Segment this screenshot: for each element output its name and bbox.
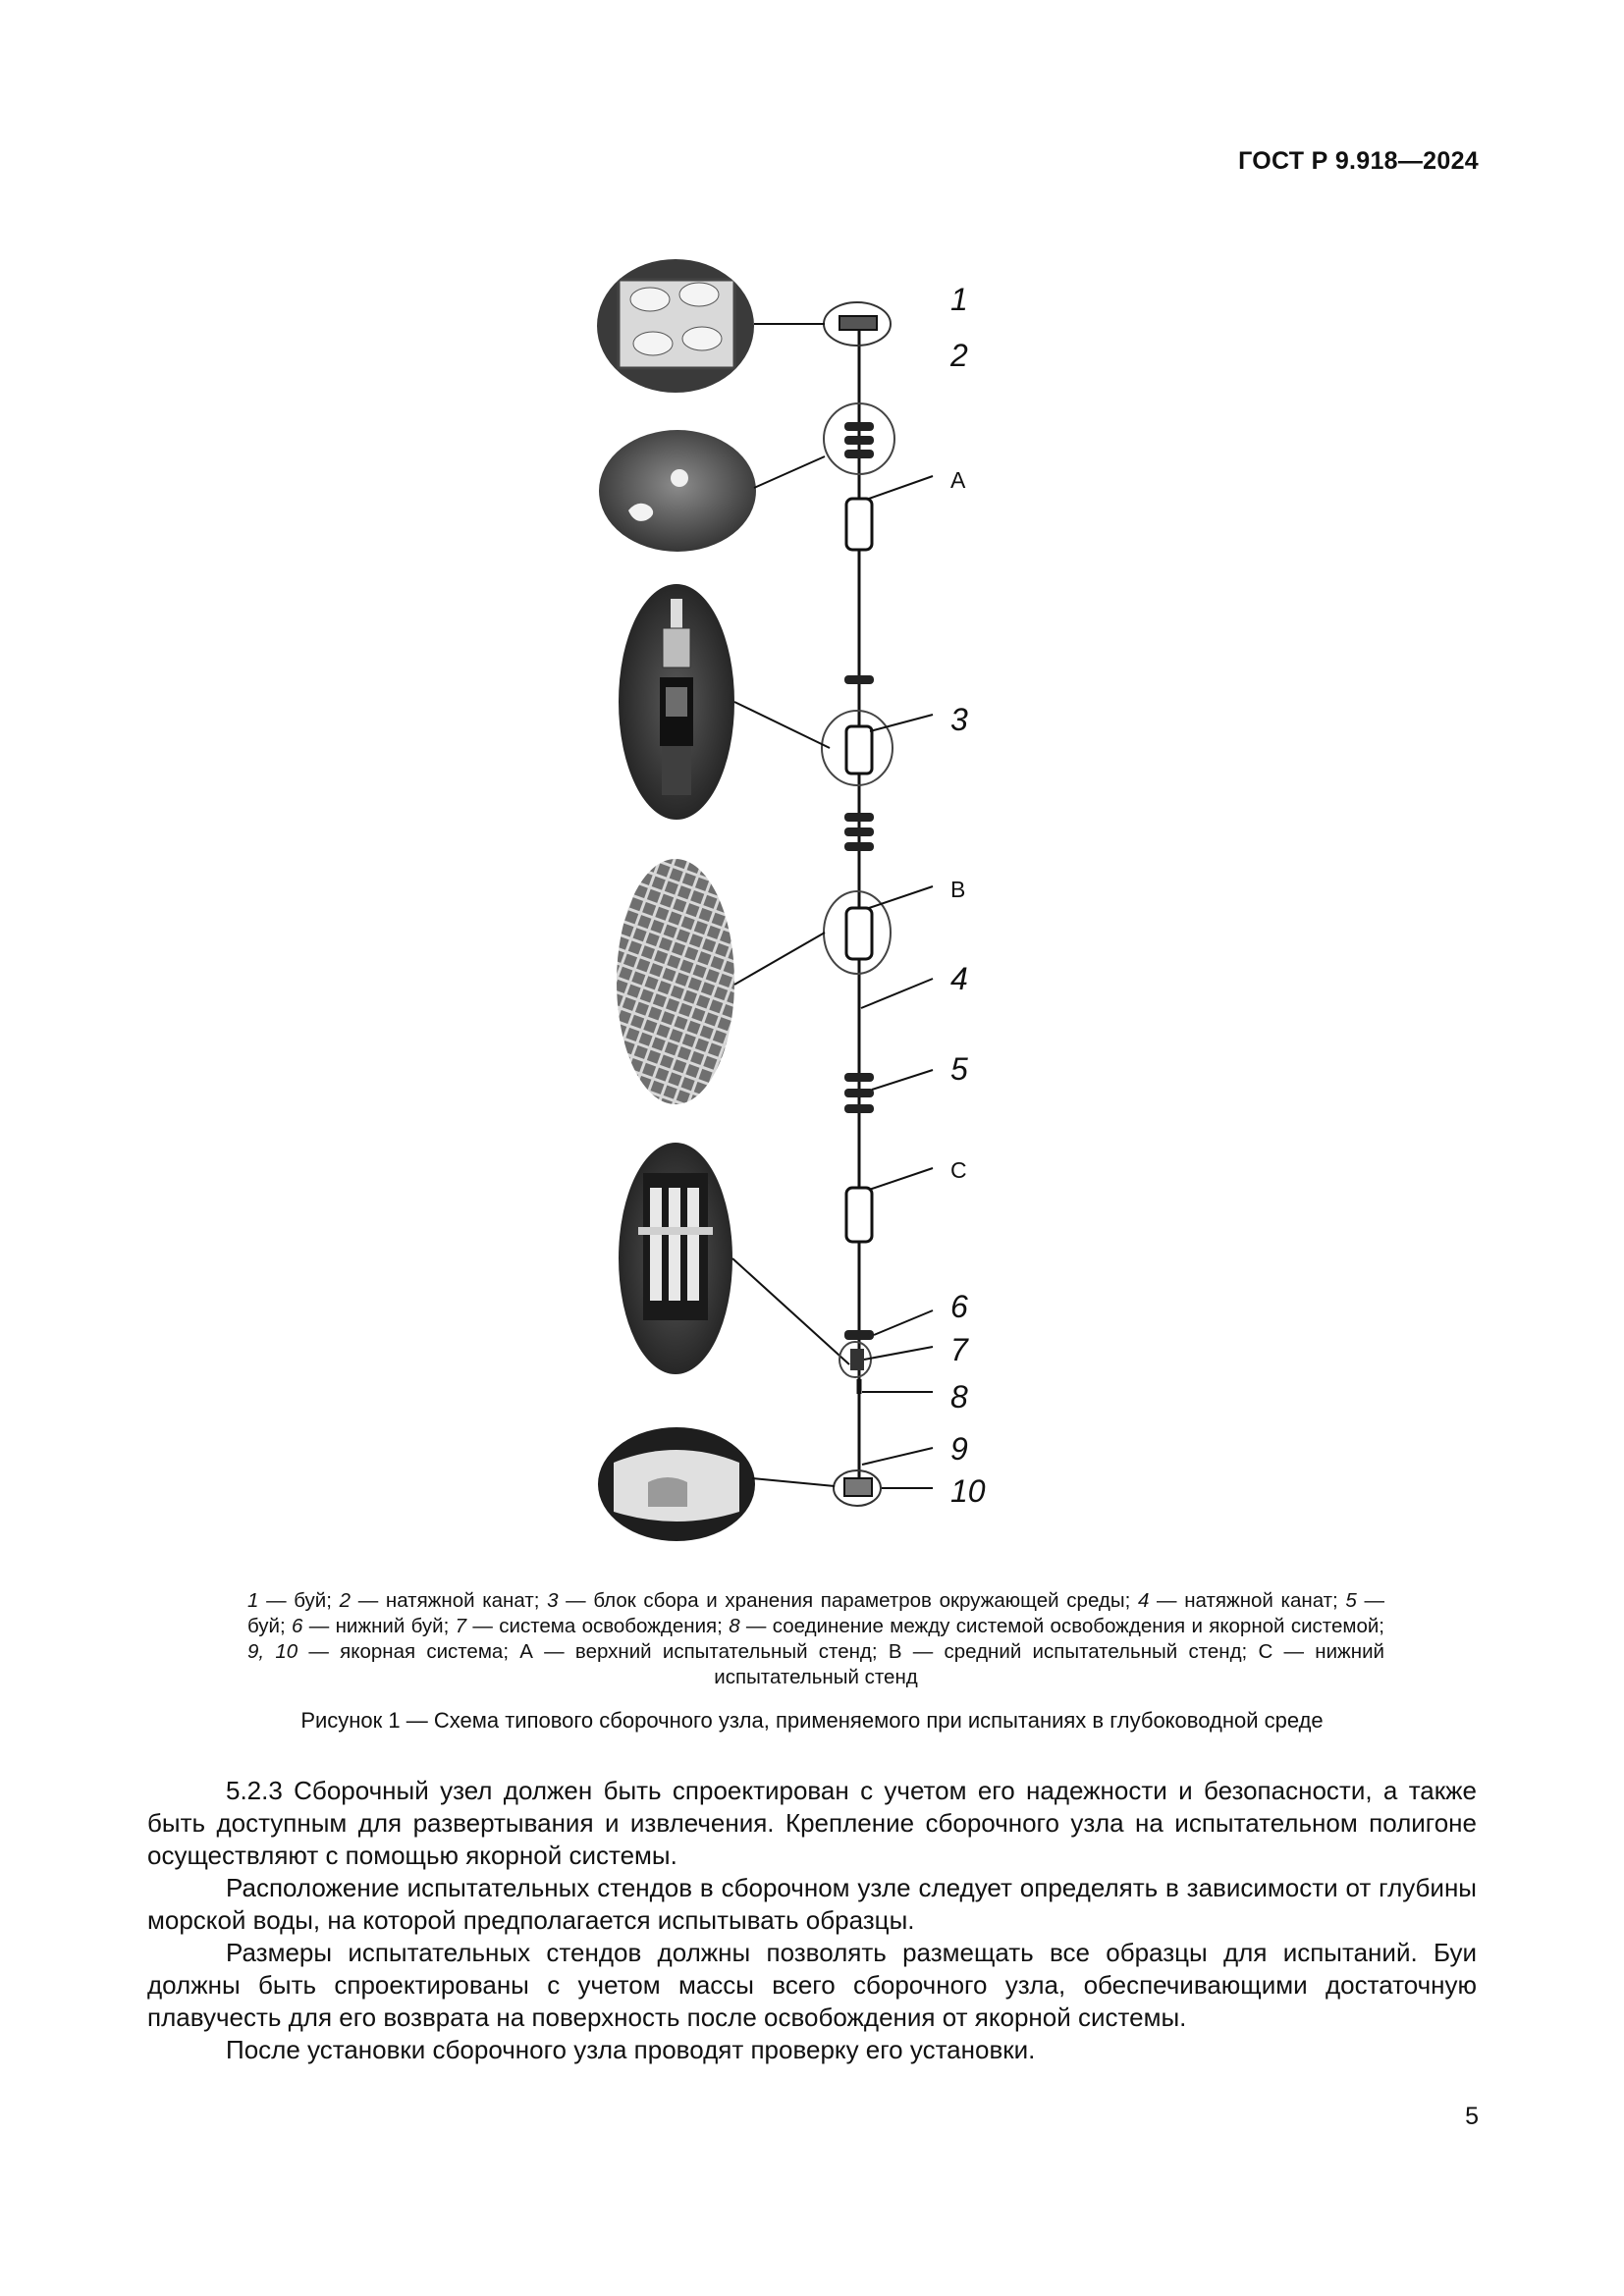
test-stand-c	[846, 1188, 872, 1242]
paragraph: Размеры испытательных стендов должны позволять размещать все образцы для испытаний. Буи должны быть спроектированы с учетом массы всего сборочного узла, обеспечивающими достаточную плавучесть для его возврата на поверхность после освобождения от якорной системы.	[147, 1938, 1477, 2032]
callout-10: 10	[950, 1473, 986, 1509]
callout-1: 1	[950, 282, 968, 317]
test-stand-a	[846, 499, 872, 550]
legend-num: 1	[247, 1589, 259, 1612]
data-logger-block	[822, 711, 893, 785]
callout-3: 3	[950, 702, 968, 737]
legend-text: — натяжной канат;	[1149, 1589, 1346, 1612]
legend-text: — буй;	[247, 1589, 1385, 1637]
body-text	[147, 1775, 1477, 2066]
legend-num: 5	[1345, 1589, 1357, 1612]
callout-8: 8	[950, 1379, 968, 1415]
callout-9: 9	[950, 1431, 968, 1467]
paragraph: После установки сборочного узла проводят проверку его установки.	[226, 2035, 1036, 2064]
top-buoy	[824, 302, 891, 346]
legend-text: — система освобождения;	[466, 1615, 730, 1637]
legend-num: 6	[292, 1615, 303, 1637]
legend-text: — соединение между системой освобождения и якорной системой;	[739, 1615, 1384, 1637]
legend-text: — блок сбора и хранения параметров окружающей среды;	[558, 1589, 1138, 1612]
float-cluster-3	[844, 1073, 874, 1113]
lower-buoy	[844, 1330, 874, 1340]
legend-num: 4	[1137, 1589, 1150, 1612]
legend-num: 8	[729, 1615, 740, 1637]
float-cluster-2	[844, 813, 874, 851]
legend-text: — буй;	[258, 1589, 340, 1612]
figure-caption: Рисунок 1 — Схема типового сборочного узла, применяемого при испытаниях в глубоководной среде	[300, 1708, 1324, 1733]
anchor-photo-inset	[598, 1427, 755, 1541]
buoy-photo-inset	[597, 259, 754, 393]
data-logger-photo-inset	[619, 584, 734, 820]
document-header: ГОСТ Р 9.918—2024	[1238, 147, 1479, 175]
callout-2: 2	[950, 338, 968, 373]
legend-num: 9, 10	[247, 1640, 298, 1663]
small-float	[844, 675, 874, 684]
page-number: 5	[1465, 2103, 1479, 2130]
callout-7: 7	[950, 1332, 968, 1367]
callout-c: С	[950, 1157, 967, 1183]
figure-legend	[247, 1588, 1384, 1690]
sample-holder-photo-inset	[619, 1143, 732, 1374]
legend-num: 7	[455, 1615, 467, 1637]
callout-b: В	[950, 877, 966, 902]
callout-4: 4	[950, 961, 968, 996]
callout-6: 6	[950, 1289, 968, 1324]
sample-net-photo-inset	[617, 859, 734, 1104]
legend-text: — якорная система; А — верхний испытательный стенд; В — средний испытательный стенд; С — нижний испытательный стенд	[298, 1640, 1384, 1688]
callout-a: А	[950, 467, 966, 493]
legend-text: — натяжной канат;	[351, 1589, 548, 1612]
anchor	[834, 1470, 881, 1506]
paragraph: 5.2.3 Сборочный узел должен быть спроектирован с учетом его надежности и безопасности, а также быть доступным для развертывания и извлечения. Крепление сборочного узла на испытательном полигоне осуществляют с помощью якорной системы.	[147, 1776, 1477, 1870]
legend-num: 2	[339, 1589, 352, 1612]
paragraph: Расположение испытательных стендов в сборочном узле следует определять в зависимости от глубины морской воды, на которой предполагается испытывать образцы.	[147, 1873, 1477, 1935]
legend-text: — нижний буй;	[302, 1615, 456, 1637]
sea-water-photo-inset	[599, 430, 756, 552]
legend-num: 3	[547, 1589, 559, 1612]
callout-5: 5	[950, 1051, 968, 1087]
